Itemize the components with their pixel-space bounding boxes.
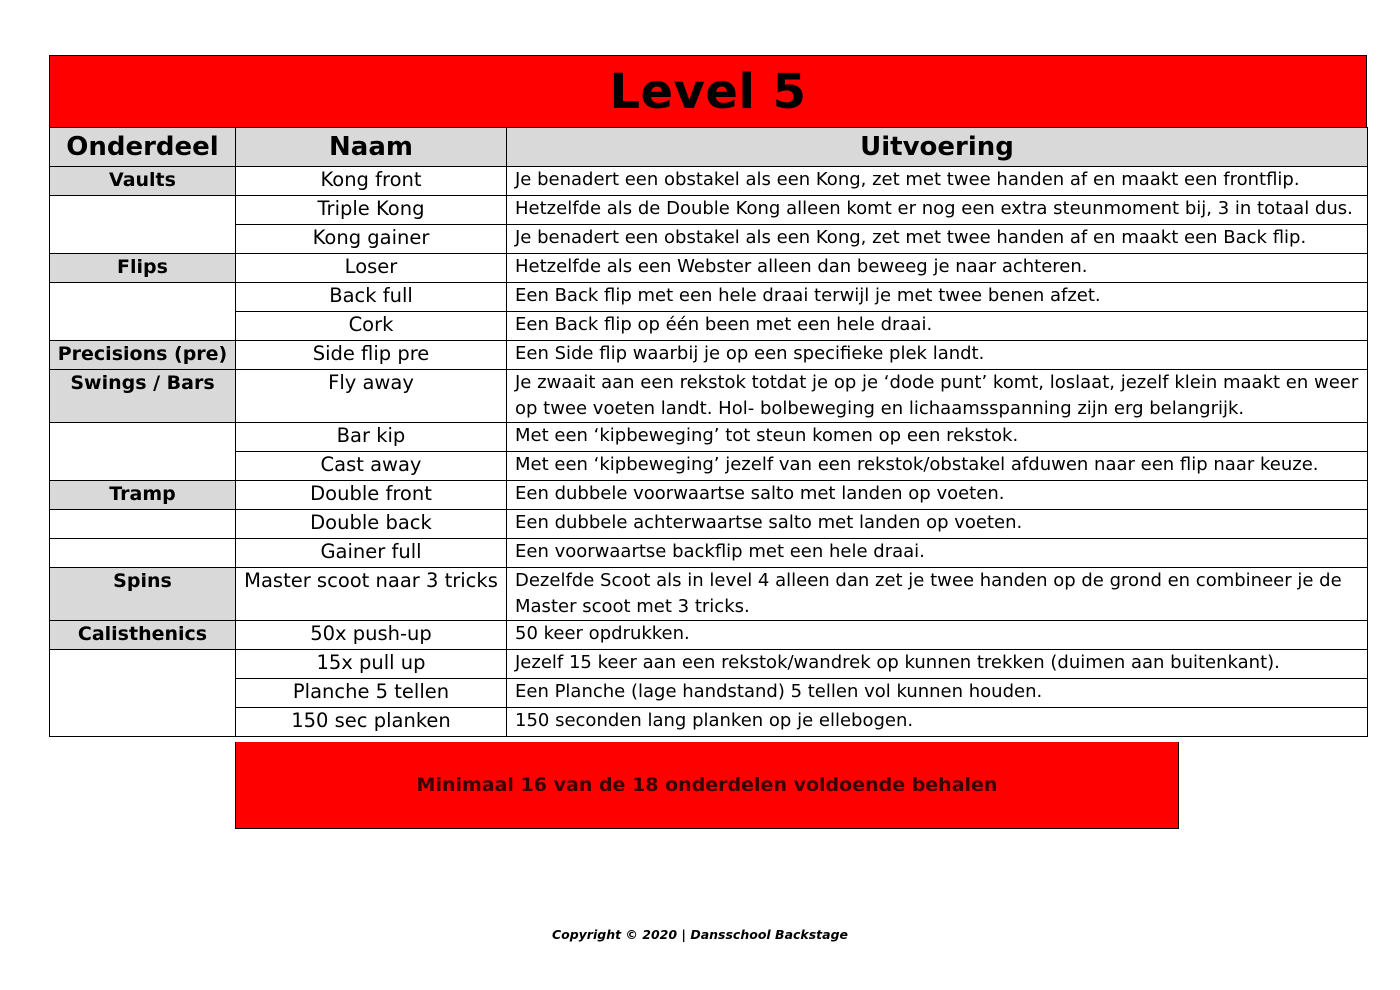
title-banner — [49, 55, 1367, 127]
exercise-name: 15x pull up — [236, 650, 507, 679]
category-cell: Spins — [50, 568, 236, 621]
level-sheet — [49, 55, 1367, 737]
exercise-name: Triple Kong — [236, 196, 507, 225]
table-row — [50, 679, 1368, 708]
category-cell-empty — [50, 196, 236, 254]
category-cell: Flips — [50, 254, 236, 283]
table-row — [50, 196, 1368, 225]
requirement-text: Minimaal 16 van de 18 onderdelen voldoende behalen — [416, 774, 998, 796]
exercise-description: Een Back flip op één been met een hele draai. — [507, 312, 1368, 341]
table-row — [50, 167, 1368, 196]
exercise-description: Een voorwaartse backflip met een hele draai. — [507, 539, 1368, 568]
table-row — [50, 621, 1368, 650]
table-row — [50, 423, 1368, 452]
category-cell: Calisthenics — [50, 621, 236, 650]
table-row — [50, 254, 1368, 283]
exercise-description: Met een ‘kipbeweging’ tot steun komen op een rekstok. — [507, 423, 1368, 452]
table-row — [50, 370, 1368, 423]
exercise-name: Loser — [236, 254, 507, 283]
exercise-description: Jezelf 15 keer aan een rekstok/wandrek op kunnen trekken (duimen aan buitenkant). — [507, 650, 1368, 679]
exercise-name: Kong gainer — [236, 225, 507, 254]
exercise-description: Een Back flip met een hele draai terwijl je met twee benen afzet. — [507, 283, 1368, 312]
exercise-name: 50x push-up — [236, 621, 507, 650]
header-onderdeel: Onderdeel — [50, 128, 236, 167]
exercise-description: Met een ‘kipbeweging’ jezelf van een rekstok/obstakel afduwen naar een flip naar keuze. — [507, 452, 1368, 481]
category-cell-empty — [50, 283, 236, 341]
exercise-description: 150 seconden lang planken op je ellebogen. — [507, 708, 1368, 737]
exercise-name: Cast away — [236, 452, 507, 481]
exercise-description: 50 keer opdrukken. — [507, 621, 1368, 650]
copyright-notice: Copyright © 2020 | Dansschool Backstage — [551, 927, 849, 942]
exercise-description: Een Side flip waarbij je op een specifieke plek landt. — [507, 341, 1368, 370]
table-row — [50, 568, 1368, 621]
category-cell-empty — [50, 650, 236, 737]
exercise-description: Je benadert een obstakel als een Kong, zet met twee handen af en maakt een Back flip. — [507, 225, 1368, 254]
category-cell-empty — [50, 510, 236, 539]
exercise-description: Hetzelfde als een Webster alleen dan beweeg je naar achteren. — [507, 254, 1368, 283]
category-cell: Swings / Bars — [50, 370, 236, 423]
table-row — [50, 650, 1368, 679]
table-header-row — [50, 128, 1368, 167]
table-row — [50, 539, 1368, 568]
table-row — [50, 312, 1368, 341]
category-cell: Vaults — [50, 167, 236, 196]
table-row — [50, 481, 1368, 510]
exercise-table — [49, 127, 1368, 737]
exercise-description: Hetzelfde als de Double Kong alleen komt er nog een extra steunmoment bij, 3 in totaal dus. — [507, 196, 1368, 225]
exercise-name: Side flip pre — [236, 341, 507, 370]
exercise-name: Planche 5 tellen — [236, 679, 507, 708]
exercise-description: Je benadert een obstakel als een Kong, zet met twee handen af en maakt een frontflip. — [507, 167, 1368, 196]
exercise-description: Een Planche (lage handstand) 5 tellen vol kunnen houden. — [507, 679, 1368, 708]
exercise-name: Master scoot naar 3 tricks — [236, 568, 507, 621]
category-cell-empty — [50, 423, 236, 481]
table-row — [50, 708, 1368, 737]
table-row — [50, 283, 1368, 312]
exercise-name: Bar kip — [236, 423, 507, 452]
exercise-name: 150 sec planken — [236, 708, 507, 737]
requirement-banner — [235, 742, 1179, 829]
exercise-description: Een dubbele achterwaartse salto met landen op voeten. — [507, 510, 1368, 539]
table-row — [50, 510, 1368, 539]
exercise-name: Double front — [236, 481, 507, 510]
exercise-name: Kong front — [236, 167, 507, 196]
category-cell: Tramp — [50, 481, 236, 510]
page-title: Level 5 — [609, 63, 807, 120]
category-cell: Precisions (pre) — [50, 341, 236, 370]
table-row — [50, 341, 1368, 370]
header-naam: Naam — [236, 128, 507, 167]
exercise-name: Back full — [236, 283, 507, 312]
exercise-name: Gainer full — [236, 539, 507, 568]
exercise-description: Een dubbele voorwaartse salto met landen op voeten. — [507, 481, 1368, 510]
exercise-description: Je zwaait aan een rekstok totdat je op je ‘dode punt’ komt, loslaat, jezelf klein maakt en weer op twee voeten landt. Hol- bolbeweging en lichaamsspanning zijn erg belangrijk. — [507, 370, 1368, 423]
table-row — [50, 452, 1368, 481]
exercise-description: Dezelfde Scoot als in level 4 alleen dan zet je twee handen op de grond en combineer je de Master scoot met 3 tricks. — [507, 568, 1368, 621]
category-cell-empty — [50, 539, 236, 568]
exercise-name: Double back — [236, 510, 507, 539]
exercise-name: Fly away — [236, 370, 507, 423]
exercise-name: Cork — [236, 312, 507, 341]
table-row — [50, 225, 1368, 254]
header-uitvoering: Uitvoering — [507, 128, 1368, 167]
